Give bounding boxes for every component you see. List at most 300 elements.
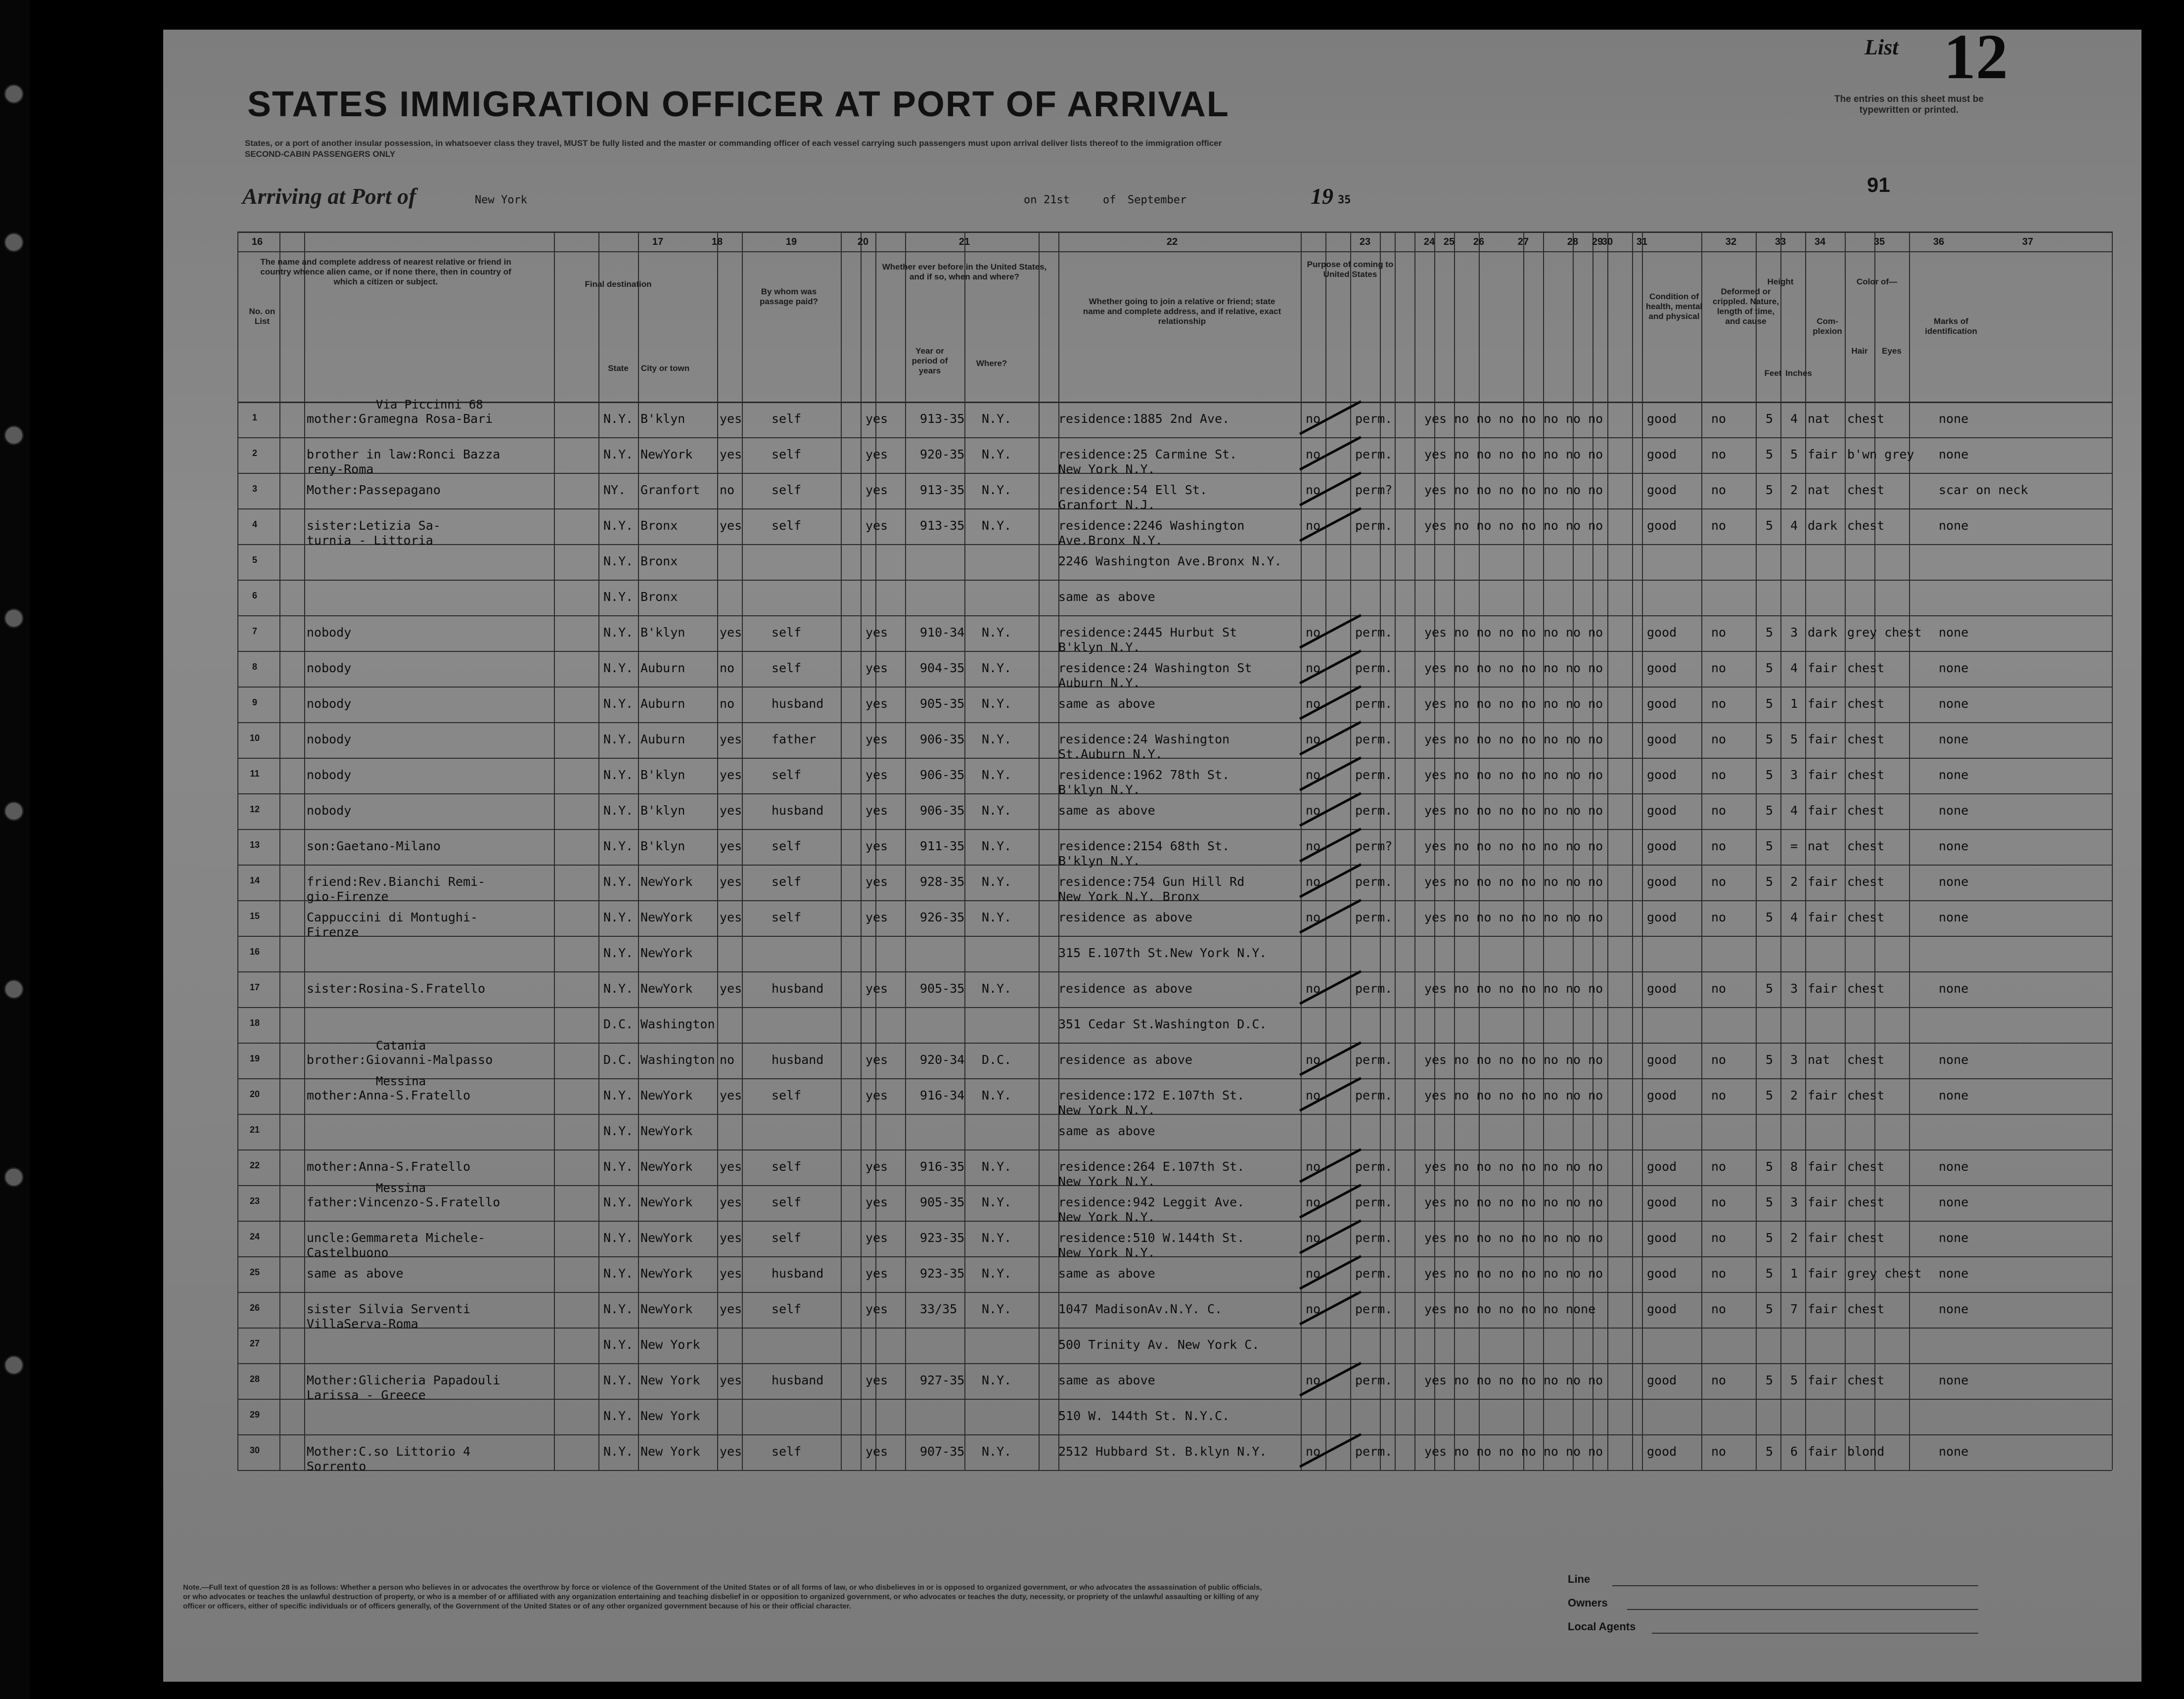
joining-cell: 510 W. 144th St. N.Y.C. <box>1058 1409 1230 1423</box>
city-cell: NewYork <box>640 1088 693 1102</box>
joining-cell: residence:1962 78th St. <box>1058 768 1230 782</box>
ticket-cell: yes <box>720 874 742 889</box>
paid-by-cell: husband <box>772 1053 824 1067</box>
years-cell: 913-35 <box>920 412 965 426</box>
ticket-cell: yes <box>720 803 742 818</box>
hair-cell: chest <box>1847 483 1885 497</box>
header-joining: Whether going to join a relative or friend; state name and complete address, and if relative, exact relationship <box>1083 297 1281 326</box>
years-cell: 910-34 <box>920 625 965 640</box>
joining-cell-line2: New York N.Y. <box>1058 462 1155 476</box>
ticket-cell: yes <box>720 625 742 640</box>
years-cell: 905-35 <box>920 696 965 711</box>
column-number: 25 <box>1443 236 1455 247</box>
answers-cell: yes no no no no no no no <box>1424 447 1603 461</box>
state-cell: N.Y. <box>603 732 634 746</box>
ticket-cell: no <box>720 1053 735 1067</box>
state-cell: N.Y. <box>603 1195 634 1209</box>
joining-cell: residence:942 Leggit Ave. <box>1058 1195 1245 1209</box>
condition-cell: good <box>1647 412 1677 426</box>
ticket-cell: yes <box>720 1088 742 1102</box>
row-number: 5 <box>252 555 257 565</box>
row-number: 28 <box>249 1374 260 1384</box>
purpose-cell: no <box>1306 1088 1321 1102</box>
deformed-cell: no <box>1711 910 1727 924</box>
before-cell: yes <box>865 981 888 996</box>
hair-cell: chest <box>1847 803 1885 818</box>
city-cell: Washington <box>640 1053 715 1067</box>
hair-cell: chest <box>1847 839 1885 853</box>
marks-cell: none <box>1939 874 1969 889</box>
complexion-cell: fair <box>1808 910 1838 924</box>
ticket-cell: yes <box>720 1373 742 1387</box>
city-cell: Auburn <box>640 696 685 711</box>
hair-cell: chest <box>1847 768 1885 782</box>
joining-cell-line2: B'klyn N.Y. <box>1058 782 1140 797</box>
state-cell: N.Y. <box>603 518 634 533</box>
state-cell: N.Y. <box>603 768 634 782</box>
perm-cell: perm. <box>1355 874 1393 889</box>
header-inches: Inches <box>1785 368 1812 378</box>
answers-cell: yes no no no no no no no <box>1424 910 1603 924</box>
city-cell: NewYork <box>640 981 693 996</box>
paid-by-cell: self <box>772 483 802 497</box>
purpose-cell: no <box>1306 412 1321 426</box>
joining-cell-line2: Auburn N.Y. <box>1058 676 1140 690</box>
where-cell: N.Y. <box>982 412 1012 426</box>
where-cell: N.Y. <box>982 625 1012 640</box>
condition-cell: good <box>1647 1302 1677 1316</box>
joining-cell: residence:264 E.107th St. <box>1058 1159 1245 1174</box>
marks-cell: none <box>1939 1195 1969 1209</box>
state-cell: N.Y. <box>603 1088 634 1102</box>
date-prefix: on <box>1024 194 1037 206</box>
answers-cell: yes no no no no no no no <box>1424 412 1603 426</box>
marks-cell: none <box>1939 732 1969 746</box>
feet-cell: 5 <box>1766 874 1774 889</box>
row-number: 10 <box>249 733 260 743</box>
where-cell: N.Y. <box>982 803 1012 818</box>
condition-cell: good <box>1647 839 1677 853</box>
row-number: 25 <box>249 1267 260 1277</box>
feet-cell: 5 <box>1766 910 1774 924</box>
marks-cell: scar on neck <box>1939 483 2028 497</box>
hair-cell: chest <box>1847 1088 1885 1102</box>
complexion-cell: fair <box>1808 981 1838 996</box>
deformed-cell: no <box>1711 696 1727 711</box>
answers-cell: yes no no no no no none <box>1424 1302 1596 1316</box>
where-cell: D.C. <box>982 1053 1012 1067</box>
where-cell: N.Y. <box>982 910 1012 924</box>
table-row <box>0 1399 1978 1434</box>
joining-cell: residence:510 W.144th St. <box>1058 1231 1245 1245</box>
perm-cell: perm. <box>1355 1266 1393 1281</box>
column-number-rule <box>237 251 2112 252</box>
condition-cell: good <box>1647 447 1677 461</box>
table-row <box>0 1039 1978 1078</box>
where-cell: N.Y. <box>982 1302 1012 1316</box>
joining-cell-line2: St.Auburn N.Y. <box>1058 747 1163 761</box>
joining-cell: residence:1885 2nd Ave. <box>1058 412 1230 426</box>
state-cell: N.Y. <box>603 1159 634 1174</box>
deformed-cell: no <box>1711 1373 1727 1387</box>
deformed-cell: no <box>1711 1444 1727 1459</box>
table-row <box>0 865 1978 904</box>
punch-hole <box>4 232 24 252</box>
feet-cell: 5 <box>1766 981 1774 996</box>
relative-cell-line2: Firenze <box>307 925 359 939</box>
relative-cell: Mother:Passepagano <box>307 483 441 497</box>
deformed-cell: no <box>1711 732 1727 746</box>
city-cell: New York <box>640 1337 700 1352</box>
inches-cell: 4 <box>1790 661 1798 675</box>
joining-cell: residence:2154 68th St. <box>1058 839 1230 853</box>
perm-cell: perm? <box>1355 483 1393 497</box>
table-row <box>0 687 1978 722</box>
relative-place-note: Messina <box>376 1181 426 1195</box>
condition-cell: good <box>1647 625 1677 640</box>
table-row <box>0 758 1978 797</box>
column-number: 26 <box>1473 236 1485 247</box>
inches-cell: 8 <box>1790 1159 1798 1174</box>
inches-cell: 1 <box>1790 1266 1798 1281</box>
relative-cell: mother:Anna-S.Fratello <box>307 1159 471 1174</box>
city-cell: NewYork <box>640 946 693 960</box>
state-cell: N.Y. <box>603 412 634 426</box>
before-cell: yes <box>865 803 888 818</box>
feet-cell: 5 <box>1766 1373 1774 1387</box>
years-cell: 916-34 <box>920 1088 965 1102</box>
joining-cell: same as above <box>1058 1266 1155 1281</box>
feet-cell: 5 <box>1766 1195 1774 1209</box>
punch-hole <box>4 84 24 104</box>
feet-cell: 5 <box>1766 625 1774 640</box>
state-cell: D.C. <box>603 1053 634 1067</box>
before-cell: yes <box>865 839 888 853</box>
city-cell: B'klyn <box>640 625 685 640</box>
hair-cell: chest <box>1847 1195 1885 1209</box>
row-number: 23 <box>249 1196 260 1206</box>
purpose-cell: no <box>1306 1159 1321 1174</box>
years-cell: 923-35 <box>920 1231 965 1245</box>
complexion-cell: fair <box>1808 1373 1838 1387</box>
complexion-cell: fair <box>1808 447 1838 461</box>
column-number: 20 <box>857 236 869 247</box>
answers-cell: yes no no no no no no no <box>1424 661 1603 675</box>
row-number: 19 <box>249 1054 260 1063</box>
port-value: New York <box>475 194 527 206</box>
relative-cell: brother:Giovanni-Malpasso <box>307 1053 493 1067</box>
condition-cell: good <box>1647 981 1677 996</box>
deformed-cell: no <box>1711 768 1727 782</box>
row-number: 2 <box>252 448 257 458</box>
relative-cell: mother:Gramegna Rosa-Bari <box>307 412 493 426</box>
relative-cell: Mother:Glicheria Papadouli <box>307 1373 500 1387</box>
list-number: 12 <box>1944 21 2008 92</box>
column-number: 27 <box>1517 236 1529 247</box>
relative-cell: nobody <box>307 732 352 746</box>
marks-cell: none <box>1939 1053 1969 1067</box>
agents-signature-rule <box>1652 1633 1978 1634</box>
city-cell: Bronx <box>640 518 678 533</box>
header-complexion: Com-plexion <box>1813 317 1842 336</box>
paid-by-cell: self <box>772 518 802 533</box>
inches-cell: 3 <box>1790 981 1798 996</box>
relative-place-note: Messina <box>376 1074 426 1088</box>
complexion-cell: fair <box>1808 1266 1838 1281</box>
condition-cell: good <box>1647 874 1677 889</box>
deformed-cell: no <box>1711 839 1727 853</box>
relative-cell: sister:Letizia Sa- <box>307 518 441 533</box>
marks-cell: none <box>1939 625 1969 640</box>
ticket-cell: no <box>720 696 735 711</box>
perm-cell: perm. <box>1355 1373 1393 1387</box>
paid-by-cell: self <box>772 1231 802 1245</box>
deformed-cell: no <box>1711 981 1727 996</box>
paid-by-cell: self <box>772 412 802 426</box>
purpose-cell: no <box>1306 1444 1321 1459</box>
table-row <box>0 1434 1978 1473</box>
joining-cell-line2: New York N.Y. <box>1058 1245 1155 1260</box>
relative-cell-line2: Larissa - Greece <box>307 1388 426 1402</box>
condition-cell: good <box>1647 910 1677 924</box>
city-cell: NewYork <box>640 1159 693 1174</box>
relative-cell: friend:Rev.Bianchi Remi- <box>307 874 486 889</box>
inches-cell: 6 <box>1790 1444 1798 1459</box>
condition-cell: good <box>1647 732 1677 746</box>
perm-cell: perm. <box>1355 732 1393 746</box>
joining-cell: 315 E.107th St.New York N.Y. <box>1058 946 1267 960</box>
condition-cell: good <box>1647 1088 1677 1102</box>
relative-cell: brother in law:Ronci Bazza <box>307 447 500 461</box>
deformed-cell: no <box>1711 1231 1727 1245</box>
table-top-rule <box>237 231 2112 233</box>
column-number: 34 <box>1814 236 1826 247</box>
complexion-cell: fair <box>1808 1195 1838 1209</box>
perm-cell: perm? <box>1355 839 1393 853</box>
inches-cell: 3 <box>1790 625 1798 640</box>
paid-by-cell: husband <box>772 696 824 711</box>
table-row <box>0 936 1978 971</box>
relative-cell: nobody <box>307 625 352 640</box>
answers-cell: yes no no no no no no no <box>1424 518 1603 533</box>
condition-cell: good <box>1647 518 1677 533</box>
hair-cell: chest <box>1847 412 1885 426</box>
joining-cell: residence as above <box>1058 1053 1192 1067</box>
relative-cell-line2: VillaServa-Roma <box>307 1317 418 1331</box>
marks-cell: none <box>1939 1159 1969 1174</box>
hair-cell: chest <box>1847 696 1885 711</box>
before-cell: yes <box>865 1444 888 1459</box>
before-cell: yes <box>865 732 888 746</box>
header-years: Year or period of years <box>911 346 948 375</box>
where-cell: N.Y. <box>982 1088 1012 1102</box>
owners-label: Owners <box>1568 1597 1608 1609</box>
complexion-cell: fair <box>1808 696 1838 711</box>
city-cell: B'klyn <box>640 768 685 782</box>
years-cell: 906-35 <box>920 803 965 818</box>
city-cell: B'klyn <box>640 803 685 818</box>
deformed-cell: no <box>1711 412 1727 426</box>
year-suffix: 35 <box>1338 194 1351 206</box>
hair-cell: grey chest <box>1847 625 1922 640</box>
table-row <box>0 580 1978 615</box>
hair-cell: grey chest <box>1847 1266 1922 1281</box>
relative-place-note: Catania <box>376 1039 426 1053</box>
column-number: 36 <box>1933 236 1945 247</box>
marks-cell: none <box>1939 1373 1969 1387</box>
paid-by-cell: husband <box>772 803 824 818</box>
column-number: 29 <box>1592 236 1603 247</box>
perm-cell: perm. <box>1355 696 1393 711</box>
relative-cell: sister:Rosina-S.Fratello <box>307 981 486 996</box>
header-eyes: Eyes <box>1882 346 1902 356</box>
hair-cell: chest <box>1847 1302 1885 1316</box>
city-cell: Granfort <box>640 483 700 497</box>
paid-by-cell: husband <box>772 981 824 996</box>
deformed-cell: no <box>1711 1195 1727 1209</box>
relative-cell: same as above <box>307 1266 404 1281</box>
purpose-cell: no <box>1306 483 1321 497</box>
table-row <box>0 1328 1978 1363</box>
column-number: 22 <box>1166 236 1178 247</box>
hair-cell: chest <box>1847 518 1885 533</box>
before-cell: yes <box>865 696 888 711</box>
row-number: 14 <box>249 875 260 885</box>
ticket-cell: yes <box>720 839 742 853</box>
where-cell: N.Y. <box>982 981 1012 996</box>
complexion-cell: nat <box>1808 483 1830 497</box>
row-number: 9 <box>252 697 257 707</box>
condition-cell: good <box>1647 696 1677 711</box>
purpose-cell: no <box>1306 732 1321 746</box>
city-cell: Auburn <box>640 661 685 675</box>
perm-cell: perm. <box>1355 803 1393 818</box>
row-number: 18 <box>249 1018 260 1028</box>
table-row <box>0 722 1978 761</box>
years-cell: 916-35 <box>920 1159 965 1174</box>
years-cell: 906-35 <box>920 768 965 782</box>
relative-place-note: Via Piccinni 68 <box>376 398 483 412</box>
column-rule <box>2112 231 2113 1470</box>
feet-cell: 5 <box>1766 1231 1774 1245</box>
complexion-cell: dark <box>1808 518 1838 533</box>
row-number: 27 <box>249 1338 260 1348</box>
perm-cell: perm. <box>1355 768 1393 782</box>
paid-by-cell: self <box>772 910 802 924</box>
before-cell: yes <box>865 412 888 426</box>
relative-cell-line2: Sorrento <box>307 1459 366 1473</box>
feet-cell: 5 <box>1766 839 1774 853</box>
inches-cell: 5 <box>1790 1373 1798 1387</box>
condition-cell: good <box>1647 483 1677 497</box>
row-number: 15 <box>249 911 260 921</box>
before-cell: yes <box>865 1231 888 1245</box>
years-cell: 911-35 <box>920 839 965 853</box>
where-cell: N.Y. <box>982 874 1012 889</box>
city-cell: NewYork <box>640 1195 693 1209</box>
marks-cell: none <box>1939 1231 1969 1245</box>
years-cell: 913-35 <box>920 483 965 497</box>
header-purpose: Purpose of coming to United States <box>1307 260 1394 279</box>
condition-cell: good <box>1647 1373 1677 1387</box>
city-cell: Bronx <box>640 590 678 604</box>
table-row <box>0 437 1978 476</box>
where-cell: N.Y. <box>982 1444 1012 1459</box>
inches-cell: 4 <box>1790 518 1798 533</box>
hair-cell: chest <box>1847 1231 1885 1245</box>
years-cell: 905-35 <box>920 981 965 996</box>
city-cell: NewYork <box>640 910 693 924</box>
condition-cell: good <box>1647 661 1677 675</box>
feet-cell: 5 <box>1766 1444 1774 1459</box>
answers-cell: yes no no no no no no no <box>1424 981 1603 996</box>
state-cell: N.Y. <box>603 910 634 924</box>
years-cell: 928-35 <box>920 874 965 889</box>
feet-cell: 5 <box>1766 1053 1774 1067</box>
years-cell: 920-34 <box>920 1053 965 1067</box>
purpose-cell: no <box>1306 1053 1321 1067</box>
feet-cell: 5 <box>1766 412 1774 426</box>
answers-cell: yes no no no no no no no <box>1424 1159 1603 1174</box>
table-row <box>0 1007 1978 1043</box>
joining-cell: residence:24 Washington St <box>1058 661 1252 675</box>
answers-cell: yes no no no no no no no <box>1424 625 1603 640</box>
complexion-cell: fair <box>1808 874 1838 889</box>
relative-cell: Cappuccini di Montughi- <box>307 910 478 924</box>
inches-cell: 2 <box>1790 1231 1798 1245</box>
years-cell: 907-35 <box>920 1444 965 1459</box>
hair-cell: chest <box>1847 1053 1885 1067</box>
feet-cell: 5 <box>1766 768 1774 782</box>
ticket-cell: yes <box>720 1159 742 1174</box>
marks-cell: none <box>1939 447 1969 461</box>
hair-cell: chest <box>1847 661 1885 675</box>
deformed-cell: no <box>1711 1159 1727 1174</box>
table-row <box>0 473 2028 512</box>
hair-cell: chest <box>1847 1159 1885 1174</box>
feet-cell: 5 <box>1766 732 1774 746</box>
city-cell: New York <box>640 1444 700 1459</box>
row-number: 8 <box>252 662 257 672</box>
answers-cell: yes no no no no no no no <box>1424 1266 1603 1281</box>
state-cell: N.Y. <box>603 696 634 711</box>
joining-cell: residence as above <box>1058 981 1192 996</box>
relative-cell-line2: reny-Roma <box>307 462 374 476</box>
joining-cell: same as above <box>1058 1124 1155 1138</box>
ticket-cell: yes <box>720 981 742 996</box>
condition-cell: good <box>1647 1053 1677 1067</box>
header-deformed: Deformed or crippled. Nature, length of time, and cause <box>1712 287 1779 326</box>
ticket-cell: yes <box>720 1231 742 1245</box>
column-number: 33 <box>1774 236 1786 247</box>
complexion-cell: fair <box>1808 1088 1838 1102</box>
state-cell: N.Y. <box>603 1266 634 1281</box>
row-number: 26 <box>249 1303 260 1313</box>
marks-cell: none <box>1939 839 1969 853</box>
row-number: 17 <box>249 982 260 992</box>
paid-by-cell: self <box>772 839 802 853</box>
paid-by-cell: self <box>772 1302 802 1316</box>
complexion-cell: fair <box>1808 661 1838 675</box>
table-row <box>0 615 1978 654</box>
purpose-cell: no <box>1306 1373 1321 1387</box>
row-number: 21 <box>249 1125 260 1135</box>
complexion-cell: fair <box>1808 1302 1838 1316</box>
city-cell: New York <box>640 1409 700 1423</box>
joining-cell: residence:172 E.107th St. <box>1058 1088 1245 1102</box>
paid-by-cell: self <box>772 447 802 461</box>
years-cell: 913-35 <box>920 518 965 533</box>
